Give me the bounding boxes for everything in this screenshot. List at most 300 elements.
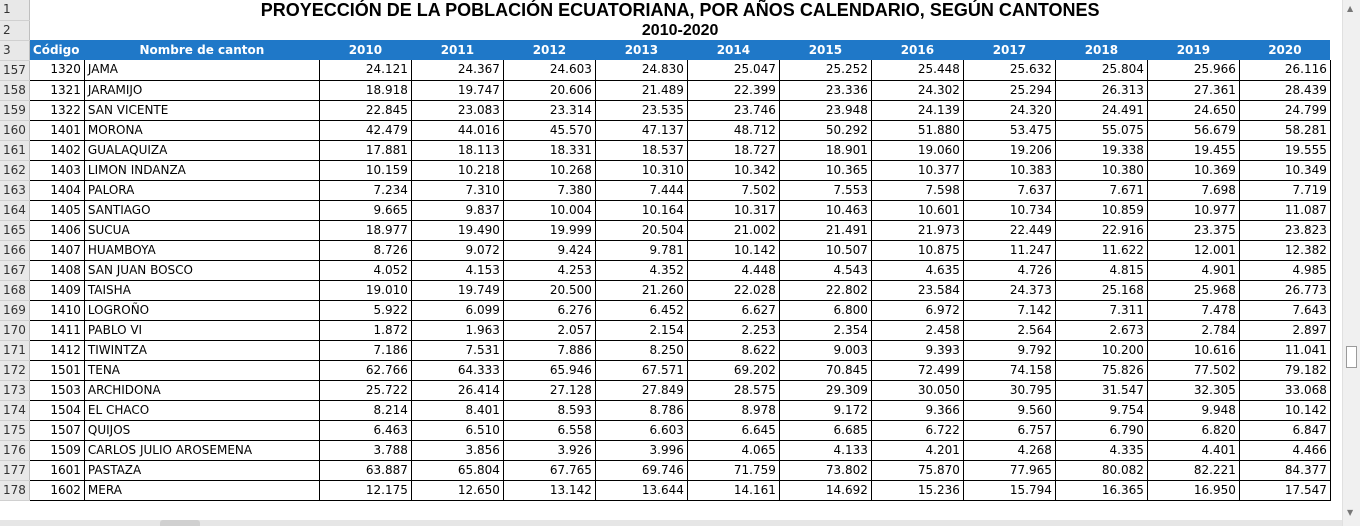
cell-value[interactable]: 6.627 (687, 300, 779, 320)
cell-value[interactable]: 10.317 (687, 200, 779, 220)
header-year[interactable]: 2013 (595, 40, 687, 60)
cell-value[interactable]: 10.342 (687, 160, 779, 180)
cell-value[interactable]: 53.475 (963, 120, 1055, 140)
cell-code[interactable]: 1411 (29, 320, 84, 340)
cell-value[interactable]: 7.553 (779, 180, 871, 200)
cell-value[interactable]: 6.452 (595, 300, 687, 320)
cell-value[interactable]: 75.826 (1055, 360, 1147, 380)
row-header[interactable]: 163 (0, 180, 29, 200)
cell-value[interactable]: 4.201 (871, 440, 963, 460)
row-header[interactable]: 174 (0, 400, 29, 420)
cell-value[interactable]: 24.320 (963, 100, 1055, 120)
cell-value[interactable]: 70.845 (779, 360, 871, 380)
cell-value[interactable]: 12.382 (1239, 240, 1330, 260)
cell-value[interactable]: 79.182 (1239, 360, 1330, 380)
row-header[interactable]: 175 (0, 420, 29, 440)
cell-value[interactable]: 9.665 (319, 200, 411, 220)
cell-code[interactable]: 1601 (29, 460, 84, 480)
cell-value[interactable]: 4.401 (1147, 440, 1239, 460)
cell-value[interactable]: 51.880 (871, 120, 963, 140)
cell-value[interactable]: 25.047 (687, 60, 779, 80)
cell-value[interactable]: 9.366 (871, 400, 963, 420)
row-header[interactable]: 2 (0, 20, 29, 40)
cell-value[interactable]: 10.365 (779, 160, 871, 180)
cell-value[interactable]: 9.424 (503, 240, 595, 260)
cell-value[interactable]: 77.965 (963, 460, 1055, 480)
cell-value[interactable]: 2.057 (503, 320, 595, 340)
row-header[interactable]: 165 (0, 220, 29, 240)
cell-value[interactable]: 69.746 (595, 460, 687, 480)
cell-value[interactable]: 74.158 (963, 360, 1055, 380)
cell-value[interactable]: 17.881 (319, 140, 411, 160)
cell-value[interactable]: 7.310 (411, 180, 503, 200)
cell-value[interactable]: 7.234 (319, 180, 411, 200)
cell-value[interactable]: 27.849 (595, 380, 687, 400)
cell-code[interactable]: 1408 (29, 260, 84, 280)
cell-value[interactable]: 4.052 (319, 260, 411, 280)
cell-value[interactable]: 10.377 (871, 160, 963, 180)
cell-value[interactable]: 4.635 (871, 260, 963, 280)
cell-value[interactable]: 21.973 (871, 220, 963, 240)
cell-value[interactable]: 4.448 (687, 260, 779, 280)
cell-value[interactable]: 2.154 (595, 320, 687, 340)
header-year[interactable]: 2017 (963, 40, 1055, 60)
cell-value[interactable]: 30.795 (963, 380, 1055, 400)
cell-code[interactable]: 1507 (29, 420, 84, 440)
cell-code[interactable]: 1504 (29, 400, 84, 420)
cell-name[interactable]: MORONA (84, 120, 319, 140)
cell-value[interactable]: 23.314 (503, 100, 595, 120)
cell-value[interactable]: 24.603 (503, 60, 595, 80)
header-year[interactable]: 2018 (1055, 40, 1147, 60)
cell-value[interactable]: 24.491 (1055, 100, 1147, 120)
cell-value[interactable]: 14.161 (687, 480, 779, 500)
cell-value[interactable]: 11.087 (1239, 200, 1330, 220)
cell-value[interactable]: 3.996 (595, 440, 687, 460)
cell-name[interactable]: PALORA (84, 180, 319, 200)
cell-value[interactable]: 22.802 (779, 280, 871, 300)
cell-value[interactable]: 55.075 (1055, 120, 1147, 140)
cell-value[interactable]: 20.504 (595, 220, 687, 240)
cell-value[interactable]: 10.159 (319, 160, 411, 180)
cell-value[interactable]: 6.558 (503, 420, 595, 440)
cell-value[interactable]: 18.113 (411, 140, 503, 160)
cell-value[interactable]: 10.463 (779, 200, 871, 220)
cell-value[interactable]: 11.247 (963, 240, 1055, 260)
row-header[interactable]: 170 (0, 320, 29, 340)
cell-name[interactable]: SANTIAGO (84, 200, 319, 220)
cell-value[interactable]: 24.650 (1147, 100, 1239, 120)
cell-code[interactable]: 1403 (29, 160, 84, 180)
cell-value[interactable]: 9.948 (1147, 400, 1239, 420)
cell-value[interactable]: 9.754 (1055, 400, 1147, 420)
row-header[interactable]: 160 (0, 120, 29, 140)
cell-name[interactable]: SAN VICENTE (84, 100, 319, 120)
cell-value[interactable]: 7.380 (503, 180, 595, 200)
cell-code[interactable]: 1320 (29, 60, 84, 80)
cell-value[interactable]: 6.757 (963, 420, 1055, 440)
cell-value[interactable]: 10.875 (871, 240, 963, 260)
cell-value[interactable]: 28.575 (687, 380, 779, 400)
cell-value[interactable]: 8.593 (503, 400, 595, 420)
row-header[interactable]: 158 (0, 80, 29, 100)
cell-value[interactable]: 42.479 (319, 120, 411, 140)
header-year[interactable]: 2010 (319, 40, 411, 60)
cell-value[interactable]: 19.749 (411, 280, 503, 300)
cell-value[interactable]: 10.616 (1147, 340, 1239, 360)
row-header[interactable]: 159 (0, 100, 29, 120)
cell-value[interactable]: 50.292 (779, 120, 871, 140)
cell-name[interactable]: LIMON INDANZA (84, 160, 319, 180)
cell-value[interactable]: 6.722 (871, 420, 963, 440)
cell-value[interactable]: 10.164 (595, 200, 687, 220)
cell-value[interactable]: 6.603 (595, 420, 687, 440)
cell-value[interactable]: 6.972 (871, 300, 963, 320)
cell-value[interactable]: 1.872 (319, 320, 411, 340)
cell-value[interactable]: 24.830 (595, 60, 687, 80)
cell-value[interactable]: 6.099 (411, 300, 503, 320)
cell-name[interactable]: GUALAQUIZA (84, 140, 319, 160)
cell-value[interactable]: 19.490 (411, 220, 503, 240)
cell-name[interactable]: LOGROÑO (84, 300, 319, 320)
cell-value[interactable]: 5.922 (319, 300, 411, 320)
cell-value[interactable]: 9.003 (779, 340, 871, 360)
cell-value[interactable]: 27.361 (1147, 80, 1239, 100)
cell-value[interactable]: 23.746 (687, 100, 779, 120)
cell-value[interactable]: 21.260 (595, 280, 687, 300)
cell-value[interactable]: 3.926 (503, 440, 595, 460)
cell-value[interactable]: 3.788 (319, 440, 411, 460)
row-header[interactable]: 171 (0, 340, 29, 360)
cell-value[interactable]: 2.458 (871, 320, 963, 340)
scroll-down-icon[interactable]: ▼ (1347, 508, 1354, 517)
cell-value[interactable]: 4.253 (503, 260, 595, 280)
cell-value[interactable]: 9.072 (411, 240, 503, 260)
cell-value[interactable]: 72.499 (871, 360, 963, 380)
cell-value[interactable]: 6.463 (319, 420, 411, 440)
cell-value[interactable]: 7.598 (871, 180, 963, 200)
cell-value[interactable]: 10.142 (687, 240, 779, 260)
cell-value[interactable]: 13.644 (595, 480, 687, 500)
cell-code[interactable]: 1503 (29, 380, 84, 400)
cell-value[interactable]: 25.632 (963, 60, 1055, 80)
cell-value[interactable]: 26.313 (1055, 80, 1147, 100)
sheet-title[interactable]: PROYECCIÓN DE LA POBLACIÓN ECUATORIANA, POR AÑOS CALENDARIO, SEGÚN CANTONES (260, 0, 1100, 20)
cell-value[interactable]: 7.643 (1239, 300, 1330, 320)
cell-value[interactable]: 23.375 (1147, 220, 1239, 240)
cell-value[interactable]: 19.338 (1055, 140, 1147, 160)
cell-value[interactable]: 29.309 (779, 380, 871, 400)
cell-value[interactable]: 9.172 (779, 400, 871, 420)
horizontal-scrollbar[interactable] (0, 520, 1342, 526)
cell-value[interactable]: 15.236 (871, 480, 963, 500)
cell-value[interactable]: 25.448 (871, 60, 963, 80)
cell-value[interactable]: 4.133 (779, 440, 871, 460)
cell-value[interactable]: 8.726 (319, 240, 411, 260)
cell-name[interactable]: TENA (84, 360, 319, 380)
cell-value[interactable]: 10.383 (963, 160, 1055, 180)
cell-value[interactable]: 10.349 (1239, 160, 1330, 180)
cell-name[interactable]: QUIJOS (84, 420, 319, 440)
scroll-thumb[interactable] (1346, 346, 1357, 368)
cell-value[interactable]: 1.963 (411, 320, 503, 340)
cell-value[interactable]: 19.010 (319, 280, 411, 300)
cell-value[interactable]: 14.692 (779, 480, 871, 500)
row-header[interactable]: 1 (0, 0, 29, 20)
row-header[interactable]: 173 (0, 380, 29, 400)
row-header[interactable]: 176 (0, 440, 29, 460)
cell-value[interactable]: 12.175 (319, 480, 411, 500)
cell-value[interactable]: 7.671 (1055, 180, 1147, 200)
cell-value[interactable]: 4.065 (687, 440, 779, 460)
cell-value[interactable]: 16.365 (1055, 480, 1147, 500)
cell-value[interactable]: 2.354 (779, 320, 871, 340)
cell-value[interactable]: 12.001 (1147, 240, 1239, 260)
row-header[interactable]: 166 (0, 240, 29, 260)
cell-value[interactable]: 19.555 (1239, 140, 1330, 160)
cell-value[interactable]: 6.790 (1055, 420, 1147, 440)
cell-value[interactable]: 7.186 (319, 340, 411, 360)
cell-value[interactable]: 2.564 (963, 320, 1055, 340)
cell-value[interactable]: 32.305 (1147, 380, 1239, 400)
cell-value[interactable]: 30.050 (871, 380, 963, 400)
cell-value[interactable]: 25.252 (779, 60, 871, 80)
cell-value[interactable]: 2.897 (1239, 320, 1330, 340)
cell-value[interactable]: 69.202 (687, 360, 779, 380)
header-year[interactable]: 2020 (1239, 40, 1330, 60)
cell-value[interactable]: 9.792 (963, 340, 1055, 360)
cell-value[interactable]: 2.784 (1147, 320, 1239, 340)
row-header[interactable]: 161 (0, 140, 29, 160)
cell-value[interactable]: 25.722 (319, 380, 411, 400)
cell-value[interactable]: 67.765 (503, 460, 595, 480)
row-header[interactable]: 164 (0, 200, 29, 220)
cell-value[interactable]: 10.601 (871, 200, 963, 220)
cell-value[interactable]: 6.276 (503, 300, 595, 320)
cell-code[interactable]: 1602 (29, 480, 84, 500)
cell-value[interactable]: 6.510 (411, 420, 503, 440)
cell-value[interactable]: 21.491 (779, 220, 871, 240)
cell-value[interactable]: 10.200 (1055, 340, 1147, 360)
cell-value[interactable]: 23.584 (871, 280, 963, 300)
cell-value[interactable]: 9.393 (871, 340, 963, 360)
cell-value[interactable]: 10.734 (963, 200, 1055, 220)
cell-value[interactable]: 18.727 (687, 140, 779, 160)
cell-value[interactable]: 22.399 (687, 80, 779, 100)
row-header[interactable]: 168 (0, 280, 29, 300)
cell-name[interactable]: CARLOS JULIO AROSEMENA (84, 440, 319, 460)
header-nombre[interactable]: Nombre de canton (84, 40, 319, 60)
cell-value[interactable]: 62.766 (319, 360, 411, 380)
cell-value[interactable]: 56.679 (1147, 120, 1239, 140)
cell-value[interactable]: 24.799 (1239, 100, 1330, 120)
cell-value[interactable]: 9.781 (595, 240, 687, 260)
cell-value[interactable]: 24.121 (319, 60, 411, 80)
cell-value[interactable]: 8.786 (595, 400, 687, 420)
cell-value[interactable]: 4.901 (1147, 260, 1239, 280)
cell-value[interactable]: 6.645 (687, 420, 779, 440)
cell-value[interactable]: 18.918 (319, 80, 411, 100)
cell-value[interactable]: 25.968 (1147, 280, 1239, 300)
cell-code[interactable]: 1407 (29, 240, 84, 260)
cell-value[interactable]: 10.369 (1147, 160, 1239, 180)
cell-name[interactable]: TAISHA (84, 280, 319, 300)
cell-value[interactable]: 26.773 (1239, 280, 1330, 300)
cell-value[interactable]: 12.650 (411, 480, 503, 500)
cell-value[interactable]: 25.168 (1055, 280, 1147, 300)
cell-value[interactable]: 2.253 (687, 320, 779, 340)
cell-code[interactable]: 1501 (29, 360, 84, 380)
cell-value[interactable]: 7.478 (1147, 300, 1239, 320)
cell-value[interactable]: 19.455 (1147, 140, 1239, 160)
cell-value[interactable]: 23.083 (411, 100, 503, 120)
vertical-scrollbar[interactable] (1342, 0, 1360, 526)
cell-value[interactable]: 4.726 (963, 260, 1055, 280)
cell-value[interactable]: 4.153 (411, 260, 503, 280)
cell-value[interactable]: 4.352 (595, 260, 687, 280)
cell-value[interactable]: 7.698 (1147, 180, 1239, 200)
cell-value[interactable]: 8.401 (411, 400, 503, 420)
cell-value[interactable]: 82.221 (1147, 460, 1239, 480)
cell-value[interactable]: 47.137 (595, 120, 687, 140)
cell-value[interactable]: 2.673 (1055, 320, 1147, 340)
cell-value[interactable]: 44.016 (411, 120, 503, 140)
cell-value[interactable]: 77.502 (1147, 360, 1239, 380)
cell-value[interactable]: 7.531 (411, 340, 503, 360)
cell-name[interactable]: PABLO VI (84, 320, 319, 340)
cell-code[interactable]: 1409 (29, 280, 84, 300)
cell-value[interactable]: 25.966 (1147, 60, 1239, 80)
cell-value[interactable]: 22.916 (1055, 220, 1147, 240)
cell-value[interactable]: 24.139 (871, 100, 963, 120)
cell-value[interactable]: 6.685 (779, 420, 871, 440)
cell-value[interactable]: 9.560 (963, 400, 1055, 420)
cell-value[interactable]: 17.547 (1239, 480, 1330, 500)
cell-value[interactable]: 23.336 (779, 80, 871, 100)
cell-name[interactable]: ARCHIDONA (84, 380, 319, 400)
header-year[interactable]: 2015 (779, 40, 871, 60)
cell-name[interactable]: SAN JUAN BOSCO (84, 260, 319, 280)
cell-code[interactable]: 1410 (29, 300, 84, 320)
sheet-subtitle[interactable]: 2010-2020 (641, 21, 719, 39)
cell-value[interactable]: 9.837 (411, 200, 503, 220)
cell-value[interactable]: 8.214 (319, 400, 411, 420)
cell-value[interactable]: 27.128 (503, 380, 595, 400)
cell-code[interactable]: 1404 (29, 180, 84, 200)
cell-value[interactable]: 15.794 (963, 480, 1055, 500)
cell-value[interactable]: 63.887 (319, 460, 411, 480)
cell-code[interactable]: 1402 (29, 140, 84, 160)
cell-value[interactable]: 13.142 (503, 480, 595, 500)
cell-name[interactable]: HUAMBOYA (84, 240, 319, 260)
header-year[interactable]: 2012 (503, 40, 595, 60)
cell-value[interactable]: 58.281 (1239, 120, 1330, 140)
cell-value[interactable]: 25.294 (963, 80, 1055, 100)
cell-code[interactable]: 1405 (29, 200, 84, 220)
cell-value[interactable]: 65.946 (503, 360, 595, 380)
cell-value[interactable]: 22.028 (687, 280, 779, 300)
cell-value[interactable]: 18.977 (319, 220, 411, 240)
cell-value[interactable]: 4.815 (1055, 260, 1147, 280)
cell-value[interactable]: 18.901 (779, 140, 871, 160)
cell-value[interactable]: 33.068 (1239, 380, 1330, 400)
cell-value[interactable]: 84.377 (1239, 460, 1330, 480)
cell-value[interactable]: 20.606 (503, 80, 595, 100)
cell-name[interactable]: TIWINTZA (84, 340, 319, 360)
cell-value[interactable]: 22.449 (963, 220, 1055, 240)
cell-name[interactable]: PASTAZA (84, 460, 319, 480)
cell-value[interactable]: 11.041 (1239, 340, 1330, 360)
cell-name[interactable]: EL CHACO (84, 400, 319, 420)
row-header[interactable]: 167 (0, 260, 29, 280)
cell-value[interactable]: 21.489 (595, 80, 687, 100)
cell-value[interactable]: 20.500 (503, 280, 595, 300)
cell-code[interactable]: 1406 (29, 220, 84, 240)
cell-value[interactable]: 10.310 (595, 160, 687, 180)
cell-value[interactable]: 6.800 (779, 300, 871, 320)
cell-value[interactable]: 10.142 (1239, 400, 1330, 420)
cell-code[interactable]: 1322 (29, 100, 84, 120)
cell-value[interactable]: 23.948 (779, 100, 871, 120)
cell-value[interactable]: 75.870 (871, 460, 963, 480)
cell-value[interactable]: 7.311 (1055, 300, 1147, 320)
cell-value[interactable]: 11.622 (1055, 240, 1147, 260)
cell-value[interactable]: 3.856 (411, 440, 503, 460)
cell-value[interactable]: 45.570 (503, 120, 595, 140)
cell-value[interactable]: 6.820 (1147, 420, 1239, 440)
row-header[interactable]: 157 (0, 60, 29, 80)
cell-value[interactable]: 28.439 (1239, 80, 1330, 100)
cell-name[interactable]: JARAMIJO (84, 80, 319, 100)
sheet-tab-handle[interactable] (160, 520, 200, 526)
cell-value[interactable]: 23.823 (1239, 220, 1330, 240)
header-year[interactable]: 2019 (1147, 40, 1239, 60)
cell-value[interactable]: 7.637 (963, 180, 1055, 200)
cell-name[interactable]: JAMA (84, 60, 319, 80)
cell-value[interactable]: 7.502 (687, 180, 779, 200)
cell-value[interactable]: 19.747 (411, 80, 503, 100)
cell-value[interactable]: 19.999 (503, 220, 595, 240)
header-codigo[interactable]: Código (29, 40, 84, 60)
cell-value[interactable]: 8.250 (595, 340, 687, 360)
cell-value[interactable]: 73.802 (779, 460, 871, 480)
cell-code[interactable]: 1401 (29, 120, 84, 140)
row-header[interactable]: 3 (0, 40, 29, 60)
row-header[interactable]: 178 (0, 480, 29, 500)
cell-value[interactable]: 23.535 (595, 100, 687, 120)
header-year[interactable]: 2016 (871, 40, 963, 60)
cell-value[interactable]: 19.206 (963, 140, 1055, 160)
cell-value[interactable]: 22.845 (319, 100, 411, 120)
cell-code[interactable]: 1509 (29, 440, 84, 460)
cell-value[interactable]: 10.507 (779, 240, 871, 260)
cell-name[interactable]: MERA (84, 480, 319, 500)
cell-value[interactable]: 64.333 (411, 360, 503, 380)
cell-value[interactable]: 16.950 (1147, 480, 1239, 500)
cell-value[interactable]: 67.571 (595, 360, 687, 380)
cell-value[interactable]: 4.466 (1239, 440, 1330, 460)
cell-value[interactable]: 18.331 (503, 140, 595, 160)
cell-value[interactable]: 48.712 (687, 120, 779, 140)
header-year[interactable]: 2014 (687, 40, 779, 60)
cell-value[interactable]: 31.547 (1055, 380, 1147, 400)
cell-value[interactable]: 19.060 (871, 140, 963, 160)
row-header[interactable]: 177 (0, 460, 29, 480)
cell-value[interactable]: 18.537 (595, 140, 687, 160)
cell-value[interactable]: 8.978 (687, 400, 779, 420)
row-header[interactable]: 172 (0, 360, 29, 380)
cell-value[interactable]: 24.302 (871, 80, 963, 100)
